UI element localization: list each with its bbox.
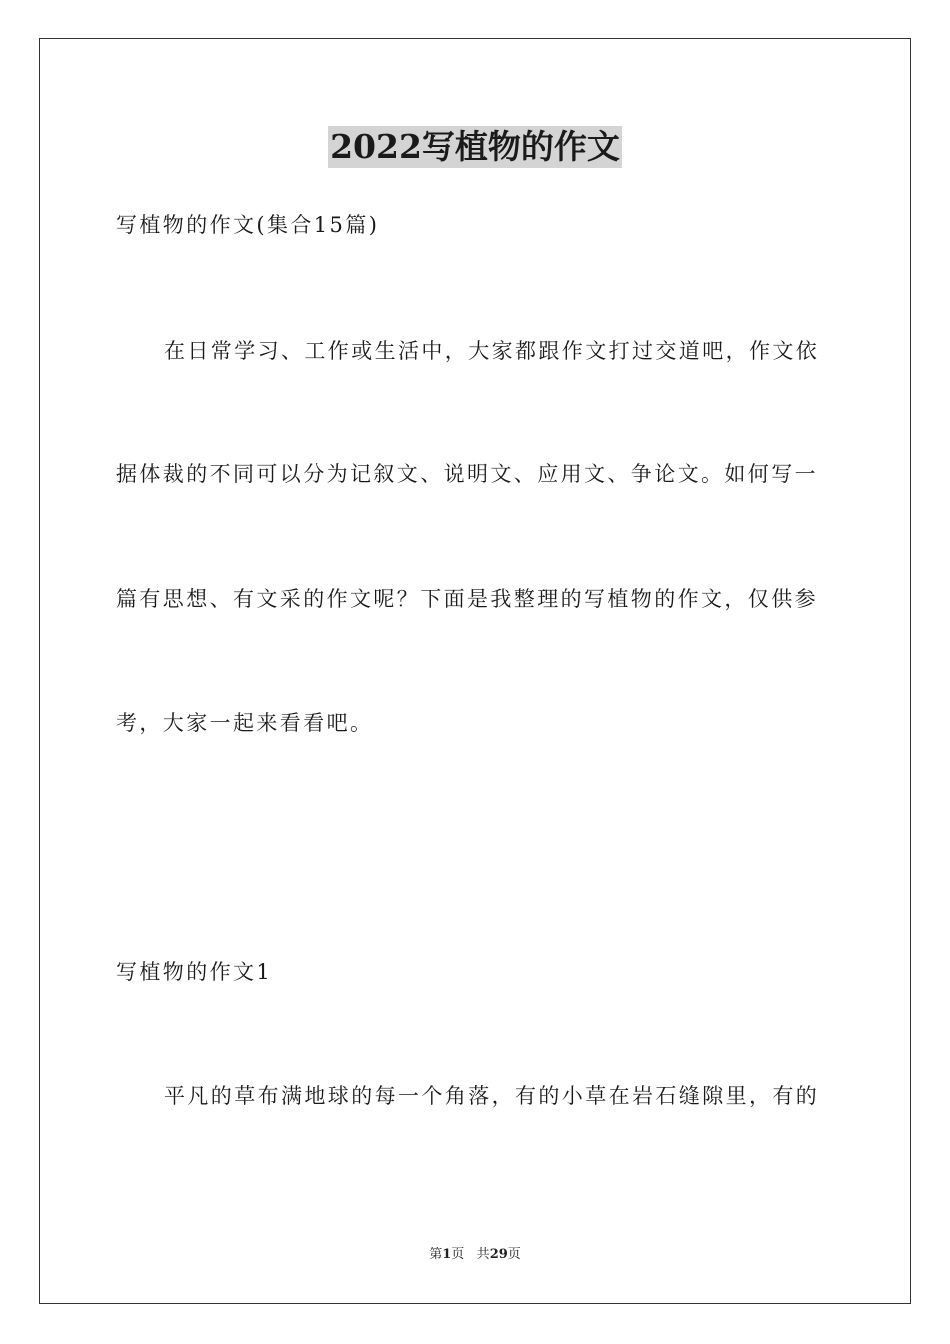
footer-total-pages: 29 — [489, 1247, 508, 1262]
intro-paragraph-line: 据体裁的不同可以分为记叙文、说明文、应用文、争论文。如何写一 — [116, 462, 818, 486]
intro-paragraph-line: 考，大家一起来看看吧。 — [116, 711, 374, 735]
section-paragraph-line: 平凡的草布满地球的每一个角落，有的小草在岩石缝隙里，有的 — [164, 1084, 820, 1108]
intro-paragraph-line: 篇有思想、有文采的作文呢？下面是我整理的写植物的作文，仅供参 — [116, 587, 818, 611]
footer-page-suffix: 页 — [451, 1247, 465, 1262]
footer-total-prefix: 共 — [476, 1247, 490, 1262]
footer-page-number: 1 — [442, 1247, 452, 1262]
footer-page-prefix: 第 — [429, 1247, 443, 1262]
title-container — [0, 126, 950, 168]
document-subtitle: 写植物的作文(集合15篇) — [116, 213, 380, 237]
footer-total-suffix: 页 — [507, 1247, 521, 1262]
document-title: 2022写植物的作文 — [330, 127, 620, 166]
section-heading: 写植物的作文1 — [116, 960, 273, 984]
page-footer — [0, 1246, 950, 1264]
intro-paragraph-line: 在日常学习、工作或生活中，大家都跟作文打过交道吧，作文依 — [164, 339, 820, 363]
